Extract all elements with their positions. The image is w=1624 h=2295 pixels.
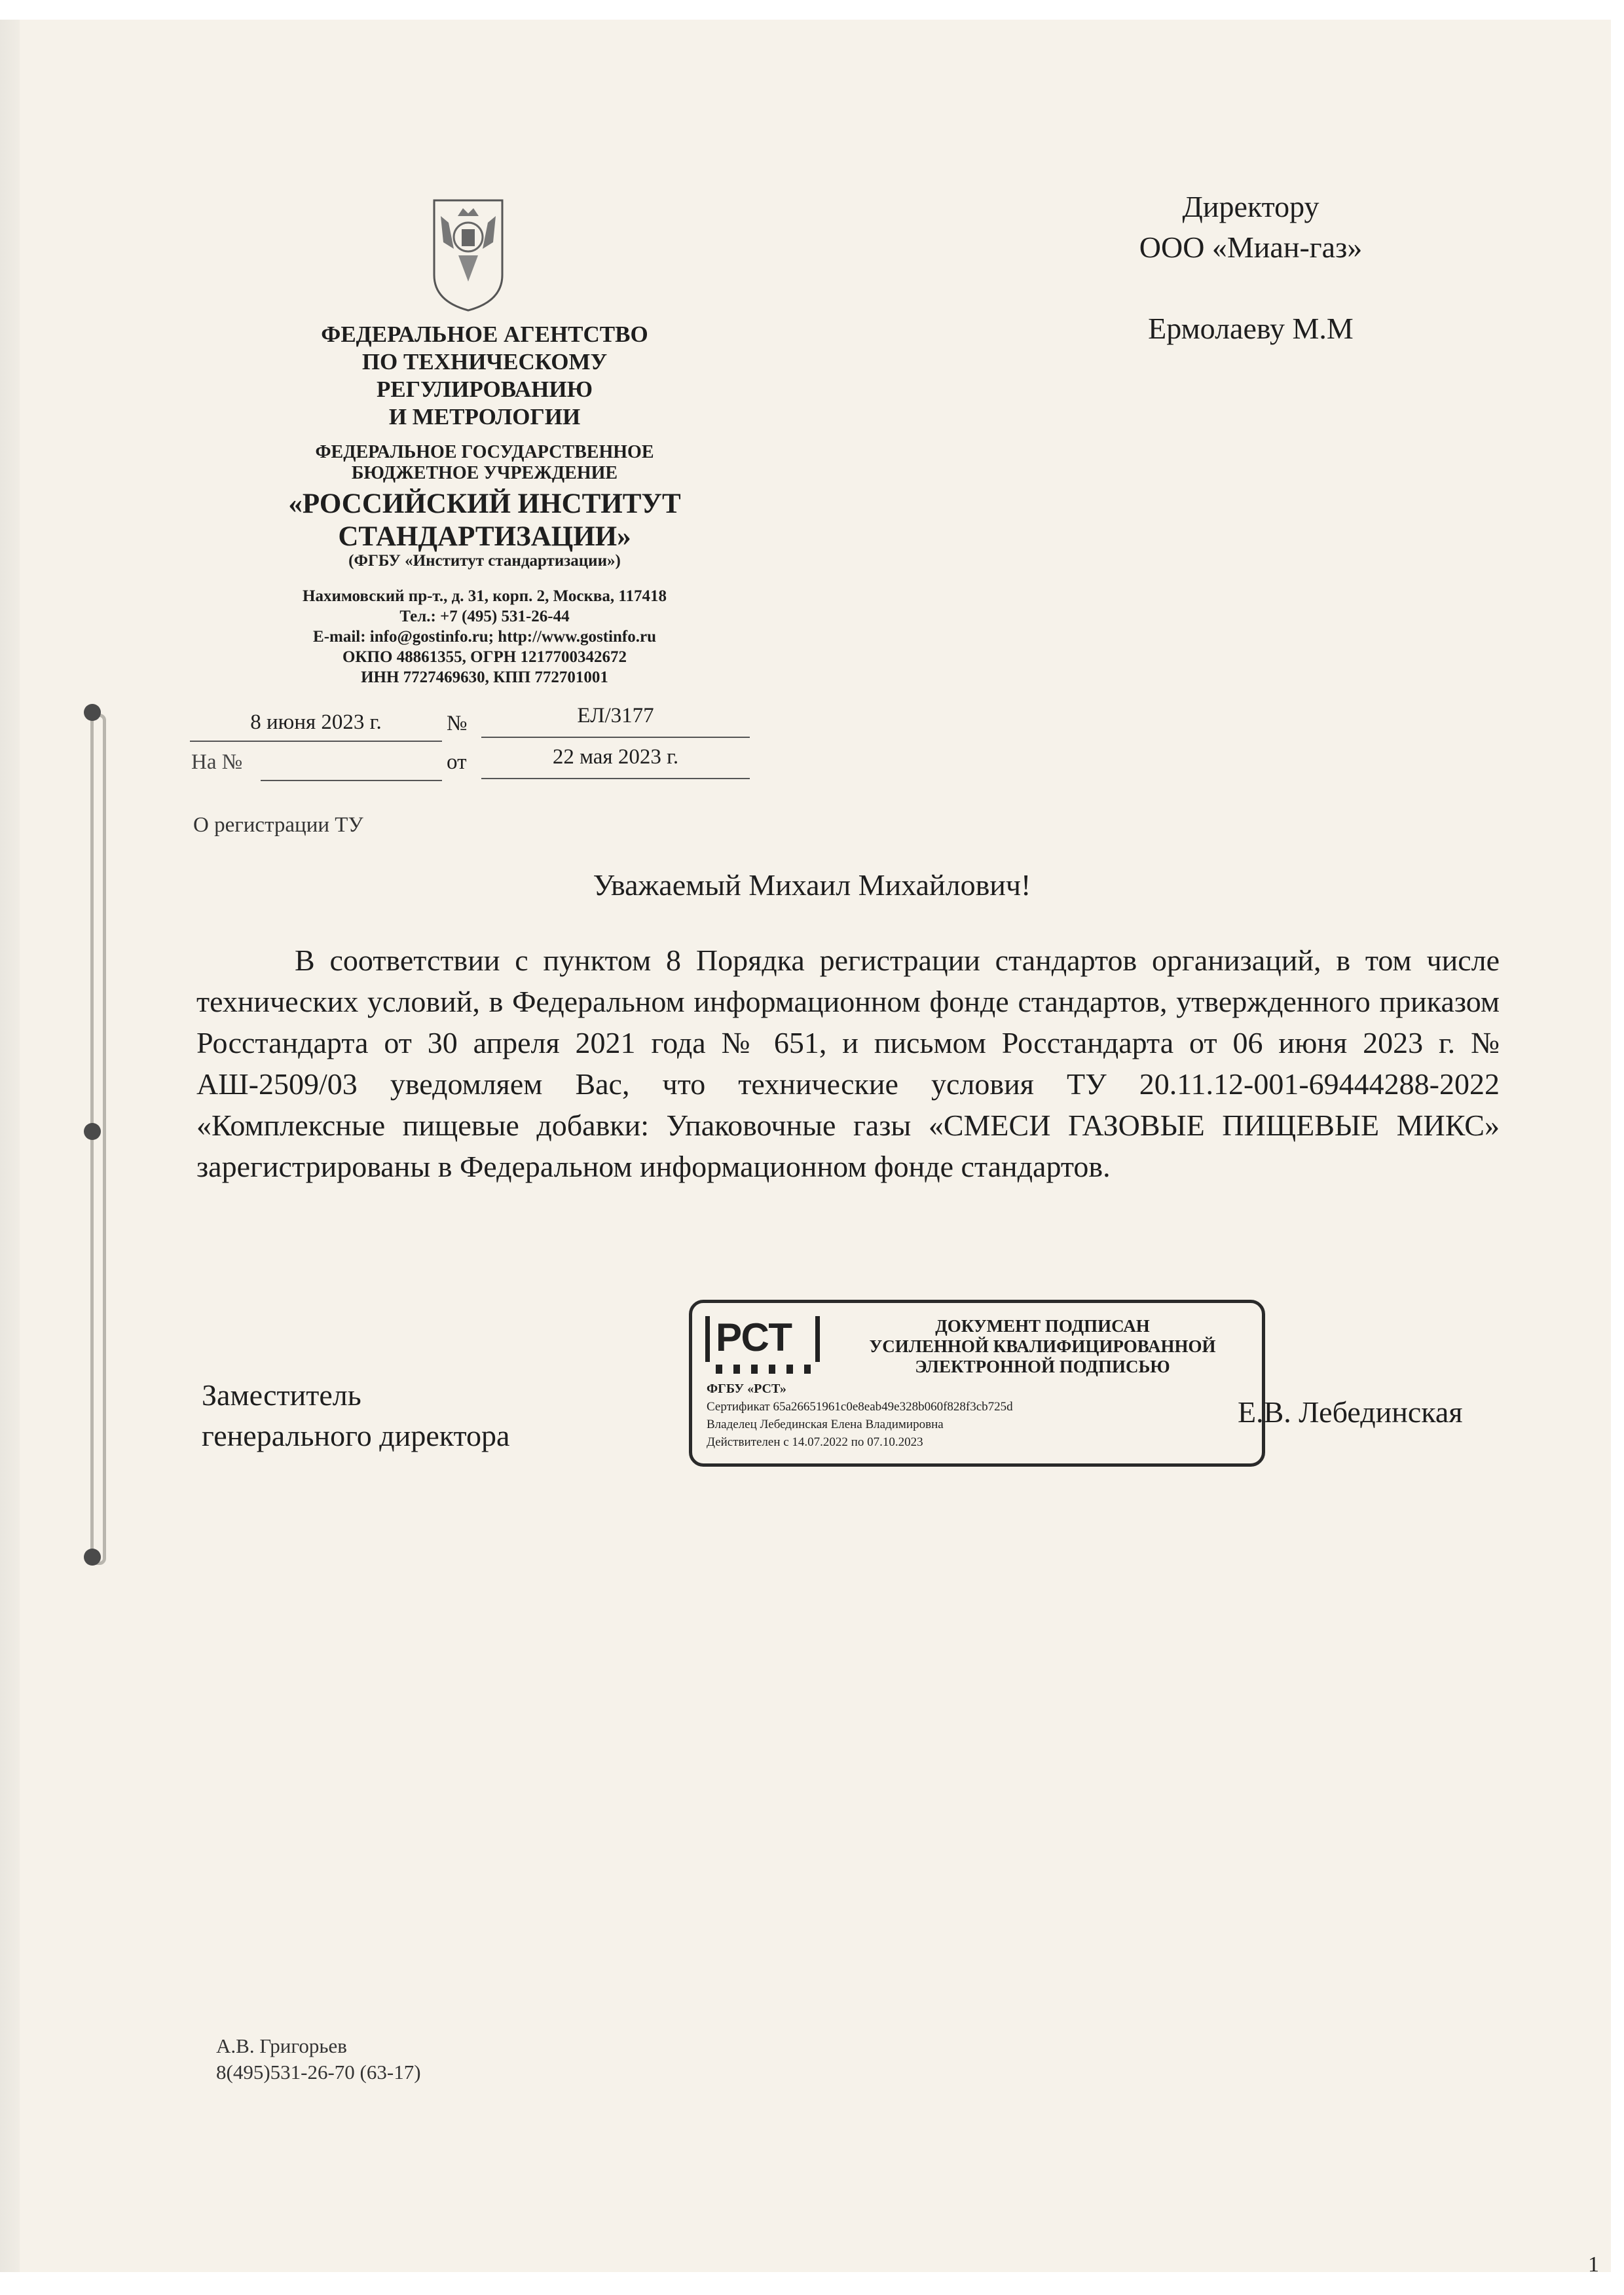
addressee-name: Ермолаеву М.М: [1148, 312, 1354, 345]
stamp-owner: Владелец Лебединская Елена Владимировна: [707, 1418, 944, 1431]
letter-body: В соответствии с пунктом 8 Порядка регистрации стандартов организаций, в том числе технических условий, в Федеральном информационном фонде стандартов, утвержденного приказом Росстандарта от 30 апреля 2021 года № 651, и письмом Росстандарта от 06 июня 2023 г. № АШ-2509/03 уведомляем Вас, что технические условия ТУ 20.11.12-001-69444288-2022 «Комплексные пищевые добавки: Упаковочные газы «СМЕСИ ГАЗОВЫЕ ПИЩЕВЫЕ МИКС» зарегистрированы в Федеральном информационном фонде стандартов.: [196, 944, 1500, 1183]
reply-to-number: [261, 750, 442, 781]
email-web: E-mail: info@gostinfo.ru; http://www.gostinfo.ru: [313, 628, 656, 646]
institution-short-name: (ФГБУ «Институт стандартизации»): [348, 552, 621, 570]
letter-subject: О регистрации ТУ: [193, 813, 363, 837]
electronic-signature-stamp: [689, 1300, 1265, 1467]
stamp-org: ФГБУ «РСТ»: [707, 1382, 786, 1396]
executor-phone: 8(495)531-26-70 (63-17): [216, 2061, 421, 2084]
number-label: №: [447, 712, 468, 735]
stamp-validity: Действителен с 14.07.2022 по 07.10.2023: [707, 1435, 923, 1449]
institution-type: ФЕДЕРАЛЬНОЕ ГОСУДАРСТВЕННОЕ БЮДЖЕТНОЕ УЧРЕЖДЕНИЕ: [315, 442, 654, 483]
binding-hole: [84, 704, 101, 721]
rst-logo-icon: [704, 1315, 822, 1377]
from-label: от: [447, 750, 467, 774]
binding-hole: [84, 1123, 101, 1140]
stamp-certificate: Сертификат 65a26651961c0e8eab49e328b060f828f3cb725d: [707, 1400, 1013, 1414]
stamp-heading: ДОКУМЕНТ ПОДПИСАН УСИЛЕННОЙ КВАЛИФИЦИРОВАННОЙ ЭЛЕКТРОННОЙ ПОДПИСЬЮ: [869, 1316, 1216, 1376]
addressee-company: ООО «Миан-газ»: [1139, 230, 1363, 264]
salutation: Уважаемый Михаил Михайлович!: [593, 868, 1031, 902]
svg-text:РСТ: РСТ: [716, 1315, 793, 1359]
signatory-title: Заместитель генерального директора: [202, 1378, 510, 1452]
letter-date: 8 июня 2023 г.: [190, 710, 442, 742]
codes-okpo-ogrn: ОКПО 48861355, ОГРН 1217700342672: [342, 648, 627, 666]
coat-of-arms-icon: [429, 196, 507, 314]
executor-info: [216, 2033, 421, 2085]
addressee-block: [1022, 187, 1480, 349]
address: Нахимовский пр-т., д. 31, корп. 2, Москва, 117418: [303, 587, 667, 605]
letter-number: ЕЛ/3177: [481, 704, 750, 738]
reply-to-label: На №: [191, 750, 243, 774]
executor-name: А.В. Григорьев: [216, 2034, 347, 2057]
reply-to-date: 22 мая 2023 г.: [481, 745, 750, 779]
addressee-position: Директору: [1182, 190, 1320, 223]
institution-contacts: [177, 586, 792, 688]
agency-name: ФЕДЕРАЛЬНОЕ АГЕНТСТВО ПО ТЕХНИЧЕСКОМУ РЕГУЛИРОВАНИЮ И МЕТРОЛОГИИ: [321, 321, 648, 430]
page-mark: 1: [1588, 2252, 1599, 2277]
codes-inn-kpp: ИНН 7727469630, КПП 772701001: [361, 669, 608, 686]
signatory-name: Е.В. Лебединская: [1238, 1395, 1463, 1429]
phone: Тел.: +7 (495) 531-26-44: [399, 608, 570, 625]
institution-name: «РОССИЙСКИЙ ИНСТИТУТ СТАНДАРТИЗАЦИИ»: [288, 488, 681, 552]
binding-hole: [84, 1549, 101, 1566]
